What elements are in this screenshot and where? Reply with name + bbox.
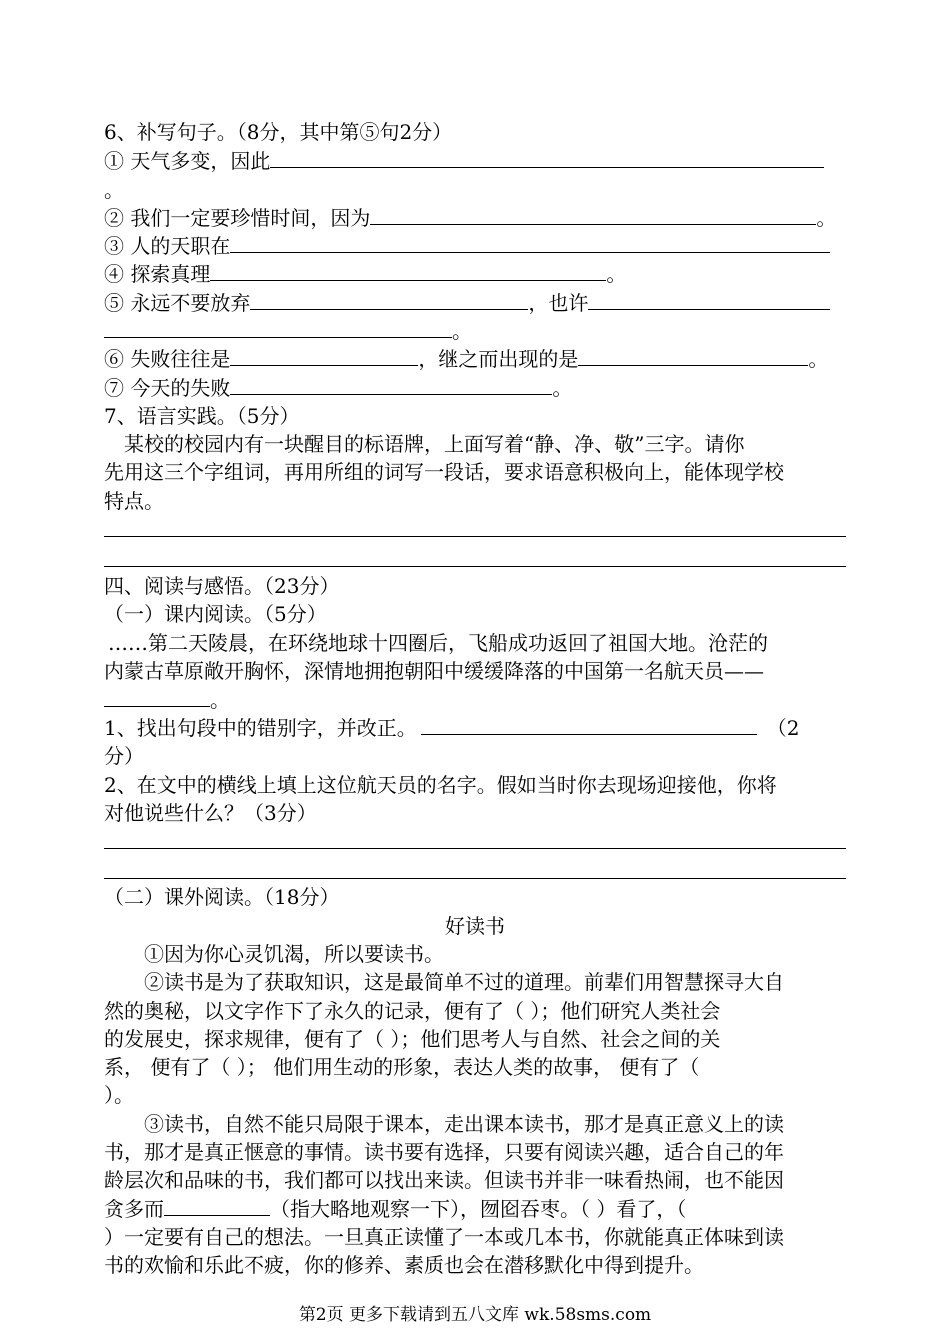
reading-para-line-3 [104,686,230,714]
q6-sentence-3 [104,232,830,260]
sec4-q1-text: 1、找出句段中的错别字，并改正。 [104,716,417,740]
q6-s6-end: 。 [808,347,829,371]
q6-s7-text: ⑦ 今天的失败 [104,376,231,400]
q6-s3-blank[interactable] [230,232,830,253]
q6-sentence-6 [104,345,828,373]
page-footer: 第2页 更多下载请到五八文库 wk.58sms.com [298,1305,652,1325]
q6-s6b-blank[interactable] [578,345,808,366]
q6-s6a-blank[interactable] [230,345,418,366]
sec4-q1-score-cont: 分） [104,744,144,768]
article-para-3-line-4a: 贪多而 [104,1197,164,1221]
q7-answer-line-1[interactable] [104,536,846,537]
q6-s5c-blank[interactable] [104,317,452,338]
sec4-q2-answer-line-2[interactable] [104,878,846,879]
q6-s2-text: ② 我们一定要珍惜时间，因为 [104,206,371,230]
q6-sentence-4 [104,260,626,288]
reading-para-end: 。 [210,688,230,712]
section-4-title: 四、阅读与感悟。（23分） [104,574,340,598]
outside-reading-title: （二）课外阅读。（18分） [104,885,340,909]
sec4-q2-line-1: 2、在文中的横线上填上这位航天员的名字。假如当时你去现场迎接他，你将 [104,773,777,797]
idiom-blank[interactable] [164,1195,270,1216]
q6-s1-blank[interactable] [270,147,824,168]
article-para-3-line-4b: （指大略地观察一下），囫囵吞枣。（ ）看了，（ [270,1197,687,1221]
article-para-3-line-6: 书的欢愉和乐此不疲，你的修养、素质也会在潜移默化中得到提升。 [104,1253,704,1277]
sec4-q1-blank[interactable] [421,714,757,735]
astronaut-name-blank[interactable] [104,686,210,707]
q6-s1-end: 。 [104,178,124,202]
q7-para-line-3: 特点。 [104,489,164,513]
q6-s5a-text: ⑤ 永远不要放弃 [104,291,251,315]
q6-s2-blank[interactable] [370,204,816,225]
article-title: 好读书 [445,914,505,938]
article-para-2-line-4: 系， 便有了（ ）； 他们用生动的形象，表达人类的故事， 便有了（ [104,1055,700,1079]
article-para-1: ①因为你心灵饥渴，所以要读书。 [144,942,444,966]
q6-s3-text: ③ 人的天职在 [104,234,231,258]
article-para-3-line-1: ③读书，自然不能只局限于课本，走出课本读书，那才是真正意义上的读 [144,1112,784,1136]
q6-sentence-5-cont [104,317,472,345]
article-para-3-line-4 [104,1195,686,1223]
q6-sentence-7 [104,374,572,402]
q6-s4-text: ④ 探索真理 [104,262,211,286]
q7-para-line-2: 先用这三个字组词，再用所组的词写一段话，要求语意积极向上，能体现学校 [104,460,784,484]
q6-sentence-1 [104,147,824,175]
q6-s2-end: 。 [816,206,837,230]
article-para-3-line-3: 龄层次和品味的书，我们都可以找出来读。但读书并非一味看热闹，也不能因 [104,1168,784,1192]
q7-answer-line-2[interactable] [104,566,846,567]
article-para-2-line-1: ②读书是为了获取知识，这是最简单不过的道理。前辈们用智慧探寻大自 [144,970,784,994]
article-para-3-line-2: 书，那才是真正惬意的事情。读书要有选择，只要有阅读兴趣，适合自己的年 [104,1140,784,1164]
q6-title: 6、补写句子。（8分，其中第⑤句2分） [104,120,453,144]
in-class-reading-title: （一）课内阅读。（5分） [104,602,327,626]
article-para-2-line-2: 然的奥秘，以文字作下了永久的记录，便有了（ ）；他们研究人类社会 [104,999,721,1023]
article-para-2-line-5: ）。 [104,1083,134,1107]
q7-para-line-1: 某校的校园内有一块醒目的标语牌，上面写着“静、净、敬”三字。请你 [124,432,745,456]
q6-s5a-blank[interactable] [250,289,528,310]
q6-s5b-blank[interactable] [588,289,830,310]
sec4-q2-line-2: 对他说些什么？（3分） [104,801,317,825]
q6-sentence-5 [104,289,830,317]
q6-s4-end: 。 [606,262,627,286]
article-para-3-line-5: ）一定要有自己的想法。一旦真正读懂了一本或几本书，你就能真正体味到读 [104,1225,784,1249]
q7-title: 7、语言实践。（5分） [104,404,300,428]
q6-s1-text: ① 天气多变，因此 [104,149,271,173]
q6-s7-blank[interactable] [230,374,552,395]
reading-para-line-2: 内蒙古草原敞开胸怀，深情地拥抱朝阳中缓缓降落的中国第一名航天员—— [104,659,764,683]
article-para-2-line-3: 的发展史，探求规律，便有了（ ）；他们思考人与自然、社会之间的关 [104,1027,721,1051]
q6-s5-end: 。 [452,319,472,343]
sec4-q1 [104,714,799,742]
q6-s7-end: 。 [552,376,573,400]
q6-s6b-text: ，继之而出现的是 [418,347,579,371]
q6-s6a-text: ⑥ 失败往往是 [104,347,231,371]
reading-para-line-1: ……第二天陵晨，在环绕地球十四圈后，飞船成功返回了祖国大地。沧茫的 [108,631,768,655]
q6-s5b-text: ，也许 [528,291,589,315]
q6-sentence-2 [104,204,836,232]
q6-s4-blank[interactable] [210,260,606,281]
sec4-q1-score: （2 [766,716,800,740]
sec4-q2-answer-line-1[interactable] [104,848,846,849]
